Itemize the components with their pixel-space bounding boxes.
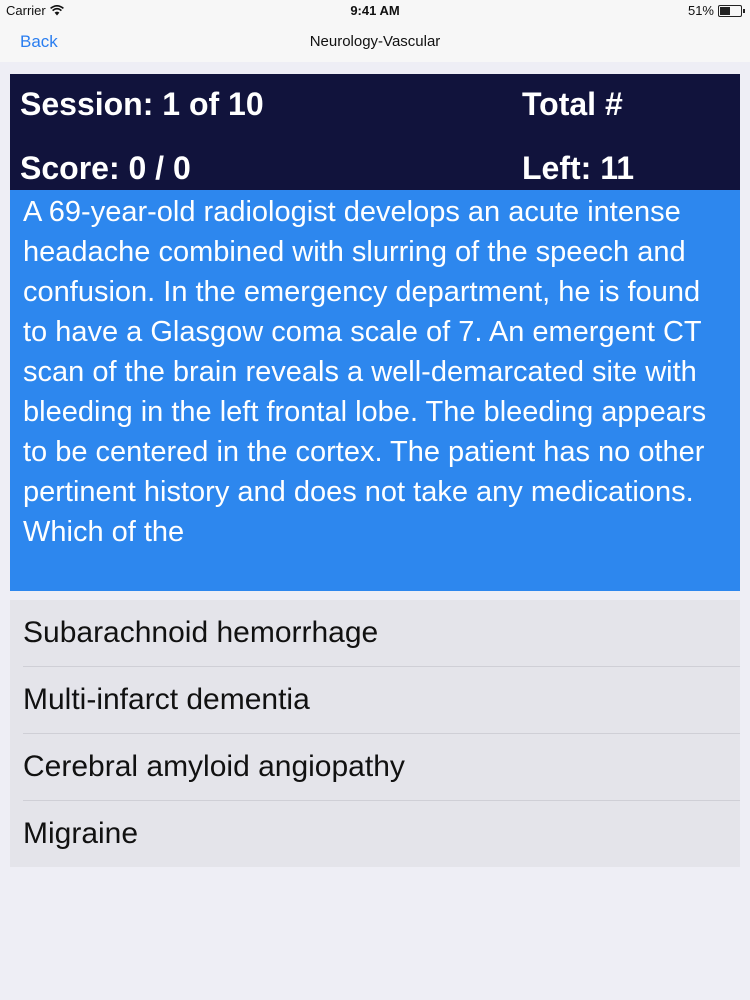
session-header <box>10 74 740 192</box>
total-label: Total # <box>522 86 623 122</box>
carrier-label: Carrier <box>6 3 46 18</box>
page-title: Neurology-Vascular <box>309 33 441 50</box>
answer-option[interactable]: Migraine <box>23 817 139 850</box>
session-counter: Session: 1 of 10 <box>20 86 264 122</box>
answer-option[interactable]: Cerebral amyloid angiopathy <box>23 734 740 801</box>
questions-left-counter: Left: 11 <box>522 150 635 186</box>
answer-option[interactable]: Subarachnoid hemorrhage <box>23 600 740 667</box>
question-text-view[interactable] <box>10 190 740 591</box>
status-battery <box>688 3 742 18</box>
status-time: 9:41 AM <box>350 3 400 18</box>
back-button[interactable]: Back <box>20 32 58 51</box>
navigation-bar <box>0 22 750 62</box>
answer-option[interactable]: Multi-infarct dementia <box>23 667 740 734</box>
question-text: A 69-year-old radiologist develops an acute intense headache combined with slurring of the speech and confusion. In the emergency department, he is found to have a Glasgow coma scale of 7. An emergent CT scan of the brain reveals a well-demarcated site with bleeding in the left frontal lobe. The bleeding appears to be centered in the cortex. The patient has no other pertinent history and does not take any medications. Which of the <box>23 196 707 548</box>
battery-tip <box>743 9 745 13</box>
battery-percent: 51% <box>687 3 714 18</box>
status-bar <box>0 0 750 22</box>
score-counter: Score: 0 / 0 <box>20 150 191 186</box>
battery-icon <box>718 5 742 17</box>
battery-fill <box>720 7 730 15</box>
answer-list <box>10 600 740 867</box>
